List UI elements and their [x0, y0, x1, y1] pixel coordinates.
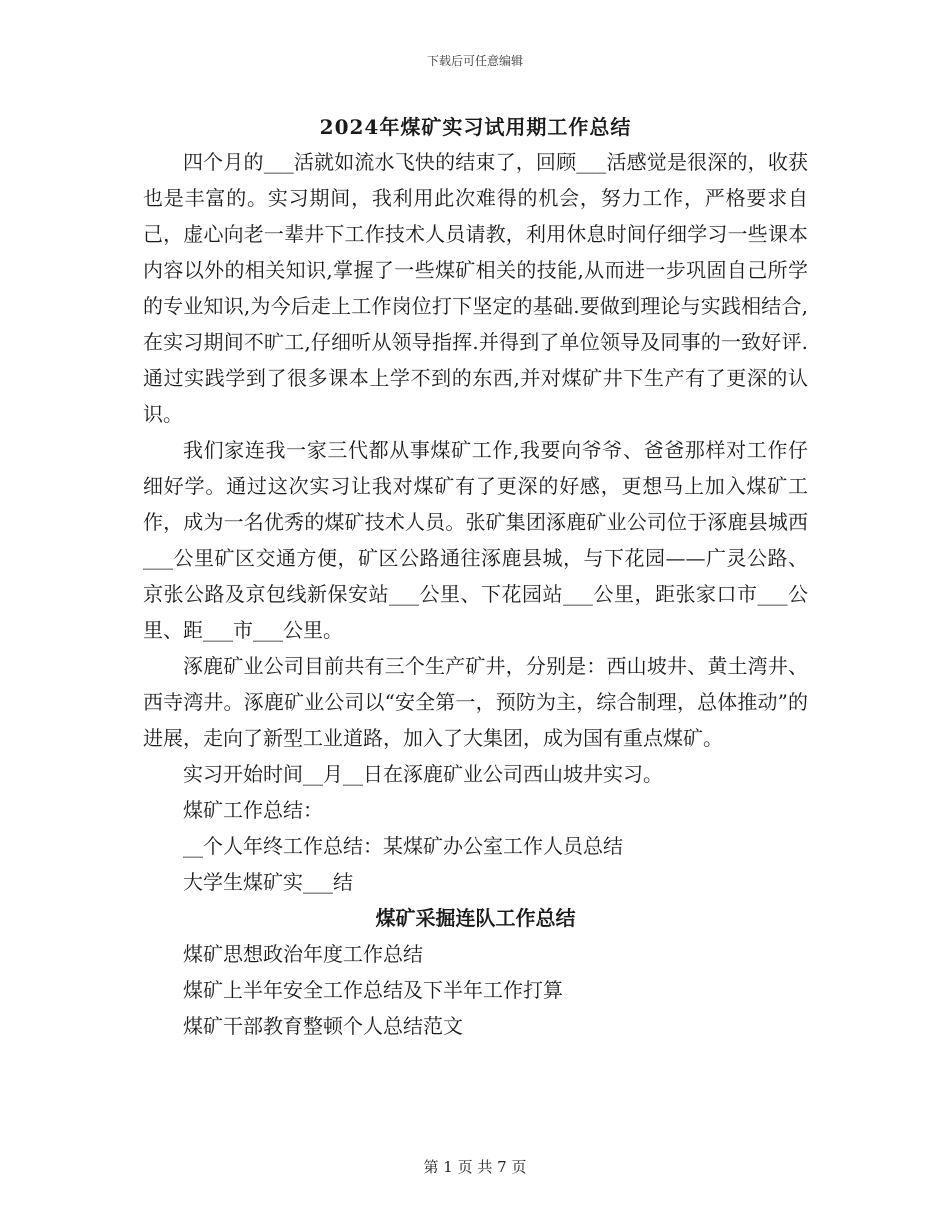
related-item-2: 煤矿上半年安全工作总结及下半年工作打算 — [183, 978, 563, 1002]
paragraph-7: 大学生煤矿实___结 — [183, 870, 353, 894]
section-subtitle: 煤矿采掘连队工作总结 — [375, 906, 576, 930]
page-number: 第 1 页 共 7 页 — [423, 1158, 527, 1176]
related-item-3: 煤矿干部教育整顿个人总结范文 — [183, 1014, 463, 1038]
paragraph-5: 煤矿工作总结： — [183, 798, 323, 822]
document-title: 2024年煤矿实习试用期工作总结 — [319, 115, 632, 139]
paragraph-4: 实习开始时间__月__日在涿鹿矿业公司西山坡井实习。 — [183, 762, 663, 786]
header-note: 下载后可任意编辑 — [426, 54, 523, 68]
related-item-1: 煤矿思想政治年度工作总结 — [183, 942, 423, 966]
paragraph-1: 四个月的___活就如流水飞快的结束了，回顾___活感觉是很深的，收获也是丰富的。实习期间，我利用此次难得的机会，努力工作，严格要求自己，虚心向老一辈井下工作技术人员请教，利用休息时间仔细学习一些课本内容以外的相关知识,掌握了一些煤矿相关的技能,从而进一步巩固自己所学的专业知识,为今后走上工作岗位打下坚定的基础.要做到理论与实践相结合,在实习期间不旷工,仔细听从领导指挥.并得到了单位领导及同事的一致好评.通过实践学到了很多课本上学不到的东西,并对煤矿井下生产有了更深的认识。 — [143, 150, 808, 426]
document-body — [143, 110, 808, 1044]
paragraph-6: __个人年终工作总结：某煤矿办公室工作人员总结 — [183, 834, 623, 858]
paragraph-2: 我们家连我一家三代都从事煤矿工作,我要向爷爷、爸爸那样对工作仔细好学。通过这次实习让我对煤矿有了更深的好感，更想马上加入煤矿工作，成为一名优秀的煤矿技术人员。张矿集团涿鹿矿业公司位于涿鹿县城西___公里矿区交通方便，矿区公路通往涿鹿县城，与下花园——广灵公路、京张公路及京包线新保安站___公里、下花园站___公里，距张家口市___公里、距___市___公里。 — [143, 438, 808, 642]
paragraph-3: 涿鹿矿业公司目前共有三个生产矿井，分别是：西山坡井、黄土湾井、西寺湾井。涿鹿矿业公司以“安全第一，预防为主，综合制理，总体推动”的进展，走向了新型工业道路，加入了大集团，成为国有重点煤矿。 — [143, 654, 808, 750]
